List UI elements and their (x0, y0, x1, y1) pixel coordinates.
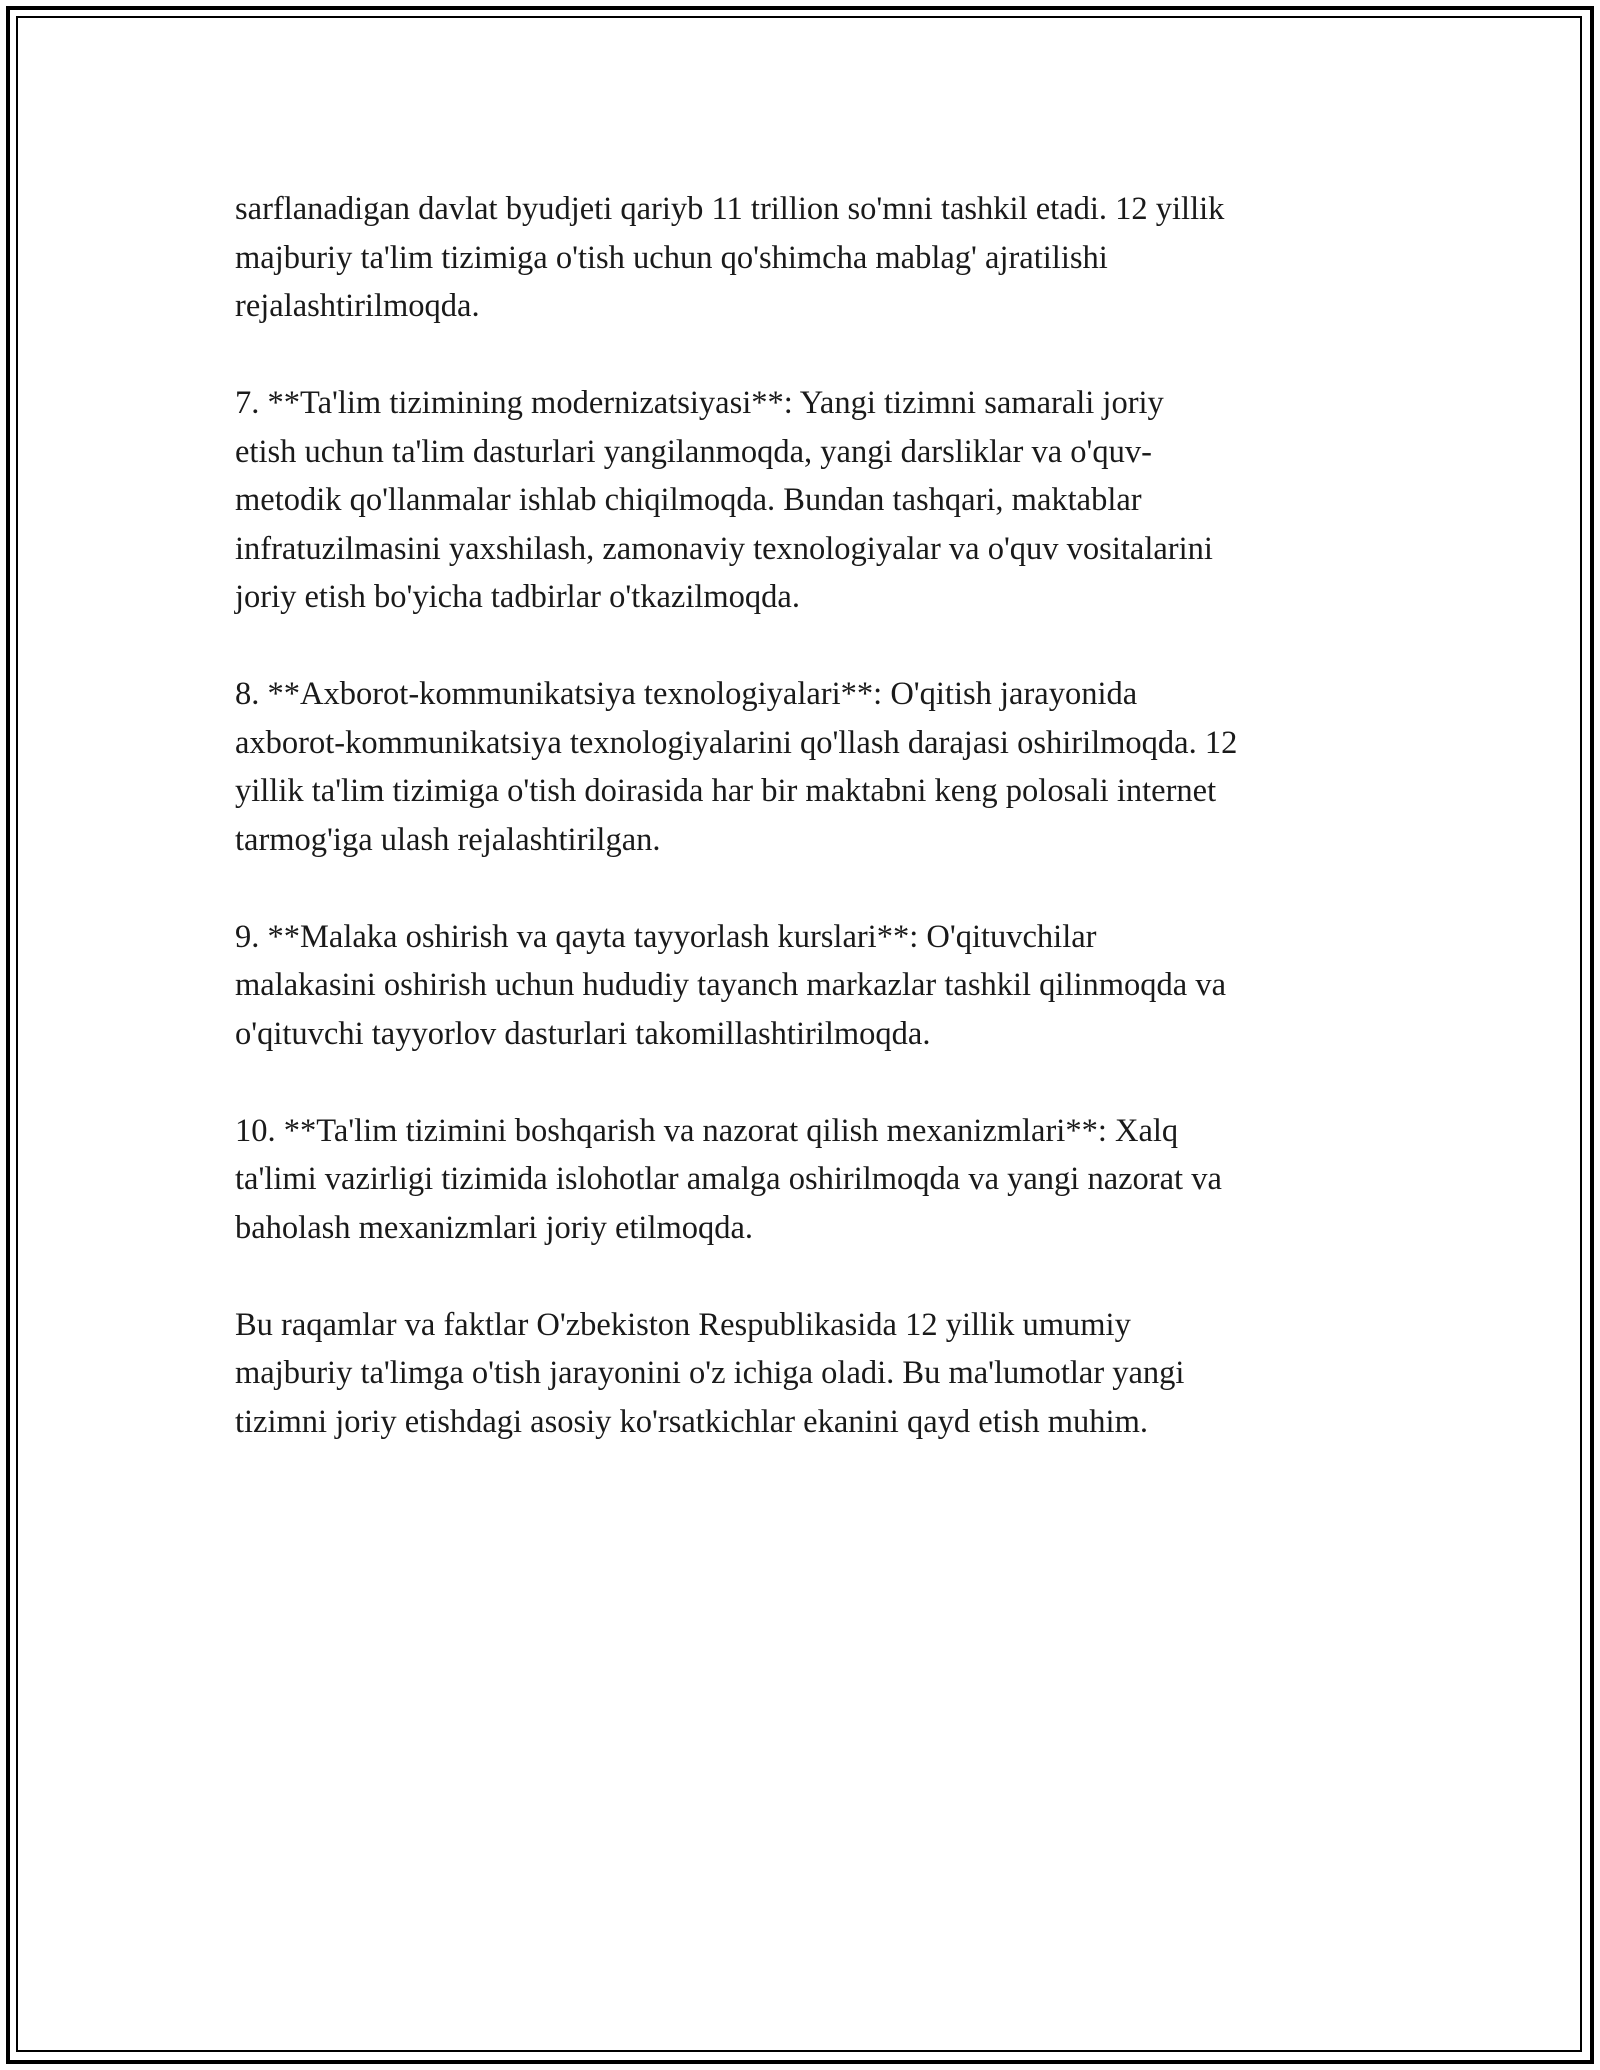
paragraph-item-8 (235, 670, 1385, 864)
text-line: 7. **Ta'lim tizimining modernizatsiyasi**: Yangi tizimni samarali joriy (235, 385, 1164, 421)
text-line: baholash mexanizmlari joriy etilmoqda. (235, 1209, 754, 1246)
text-line: Bu raqamlar va faktlar O'zbekiston Respublikasida 12 yillik umumiy (235, 1306, 1131, 1343)
document-body (235, 185, 1385, 1495)
text-line: axborot-kommunikatsiya texnologiyalarini qo'llash darajasi oshirilmoqda. 12 (235, 724, 1238, 761)
text-line: metodik qo'llanmalar ishlab chiqilmoqda. Bundan tashqari, maktablar (235, 482, 1142, 518)
text-line: rejalashtirilmoqda. (235, 288, 480, 324)
text-line: tarmog'iga ulash rejalashtirilgan. (235, 821, 661, 858)
text-line: 8. **Axborot-kommunikatsiya texnologiyalari**: O'qitish jarayonida (235, 676, 1138, 712)
text-line: majburiy ta'lim tizimiga o'tish uchun qo'shimcha mablag' ajratilishi (235, 239, 1108, 276)
paragraph-item-9 (235, 913, 1385, 1059)
text-line: yillik ta'lim tizimiga o'tish doirasida har bir maktabni keng polosali internet (235, 773, 1217, 809)
text-line: o'qituvchi tayyorlov dasturlari takomillashtirilmoqda. (235, 1015, 931, 1052)
text-line: joriy etish bo'yicha tadbirlar o'tkazilmoqda. (235, 579, 800, 615)
text-line: majburiy ta'limga o'tish jarayonini o'z ichiga oladi. Bu ma'lumotlar yangi (235, 1355, 1185, 1391)
text-line: tizimni joriy etishdagi asosiy ko'rsatkichlar ekanini qayd etish muhim. (235, 1403, 1148, 1440)
text-line: malakasini oshirish uchun hududiy tayanch markazlar tashkil qilinmoqda va (235, 967, 1227, 1003)
text-line: 10. **Ta'lim tizimini boshqarish va nazorat qilish mexanizmlari**: Xalq (235, 1112, 1179, 1149)
text-line: ta'limi vazirligi tizimida islohotlar amalga oshirilmoqda va yangi nazorat va (235, 1161, 1222, 1197)
text-line: 9. **Malaka oshirish va qayta tayyorlash kurslari**: O'qituvchilar (235, 918, 1097, 955)
paragraph-budget (235, 185, 1385, 331)
paragraph-conclusion (235, 1301, 1385, 1447)
text-line: infratuzilmasini yaxshilash, zamonaviy texnologiyalar va o'quv vositalarini (235, 530, 1213, 567)
text-line: etish uchun ta'lim dasturlari yangilanmoqda, yangi darsliklar va o'quv- (235, 433, 1152, 470)
paragraph-item-10 (235, 1107, 1385, 1253)
paragraph-item-7 (235, 379, 1385, 622)
text-line: sarflanadigan davlat byudjeti qariyb 11 trillion so'mni tashkil etadi. 12 yillik (235, 191, 1225, 227)
